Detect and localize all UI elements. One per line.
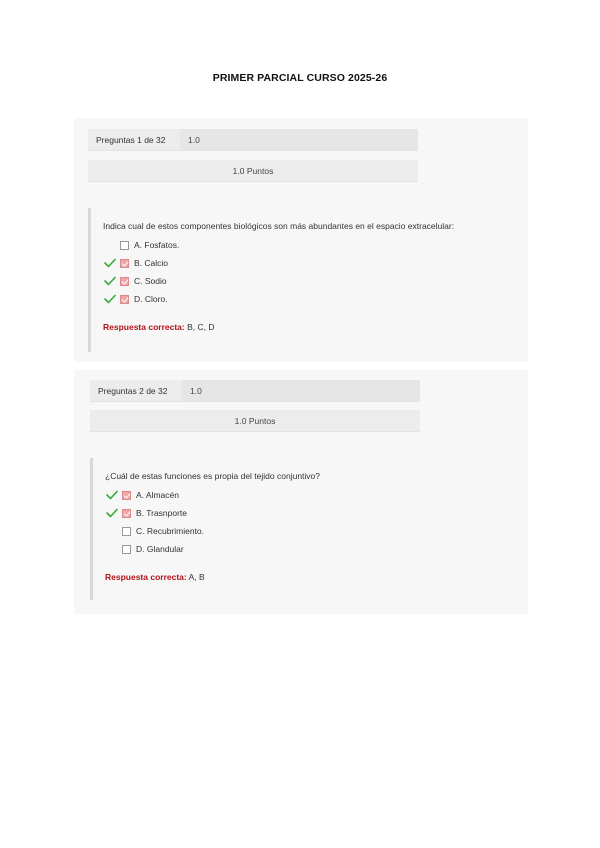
option-label: D. Cloro. [134,294,168,304]
blank-indicator [105,543,119,555]
question-card-1 [74,118,528,362]
question-text: ¿Cuál de estas funciones es propia del tejido conjuntivo? [105,471,320,481]
question-score-value: 1.0 [182,380,420,401]
option-item [103,290,518,308]
option-checkbox[interactable] [120,295,129,304]
option-item [105,540,520,558]
option-checkbox[interactable] [120,241,129,250]
option-checkbox[interactable] [122,491,131,500]
question-text: Indica cual de estos componentes biológicos son más abundantes en el espacio extracelular: [103,221,455,231]
blank-indicator [103,239,117,251]
option-label: D. Glandular [136,544,184,554]
question-body [88,208,518,352]
option-label: A. Fosfatos. [134,240,180,250]
correct-answer [103,322,518,332]
option-item [103,272,518,290]
option-label: A. Almacén [136,490,179,500]
option-label: B. Calcio [134,258,169,268]
option-item [103,254,518,272]
option-list [103,236,518,308]
question-points: 1.0 Puntos [88,160,418,182]
question-header [88,129,418,151]
option-item [105,504,520,522]
option-checkbox[interactable] [122,509,131,518]
option-label: C. Recubrimiento. [136,526,205,536]
blank-indicator [105,525,119,537]
checkmark-icon [103,275,117,287]
option-checkbox[interactable] [122,545,131,554]
correct-answer [105,572,520,582]
question-header [90,380,420,402]
question-number: Preguntas 2 de 32 [98,385,168,396]
option-checkbox[interactable] [122,527,131,536]
option-label: C. Sodio [134,276,167,286]
correct-answer-value: A, B [188,572,205,582]
checkmark-icon [103,257,117,269]
question-points: 1.0 Puntos [90,410,420,432]
question-body [90,458,520,600]
question-number: Preguntas 1 de 32 [96,134,166,145]
checkmark-icon [105,507,119,519]
checkmark-icon [103,293,117,305]
option-item [103,236,518,254]
option-checkbox[interactable] [120,277,129,286]
correct-answer-label: Respuesta correcta: [105,572,187,582]
option-list [105,486,520,558]
option-item [105,486,520,504]
option-label: B. Trasnporte [136,508,188,518]
question-score-value: 1.0 [180,129,418,150]
option-item [105,522,520,540]
question-card-2 [74,370,528,614]
correct-answer-value: B, C, D [187,322,215,332]
document-title: PRIMER PARCIAL CURSO 2025-26 [212,72,388,84]
option-checkbox[interactable] [120,259,129,268]
checkmark-icon [105,489,119,501]
correct-answer-label: Respuesta correcta: [103,322,185,332]
